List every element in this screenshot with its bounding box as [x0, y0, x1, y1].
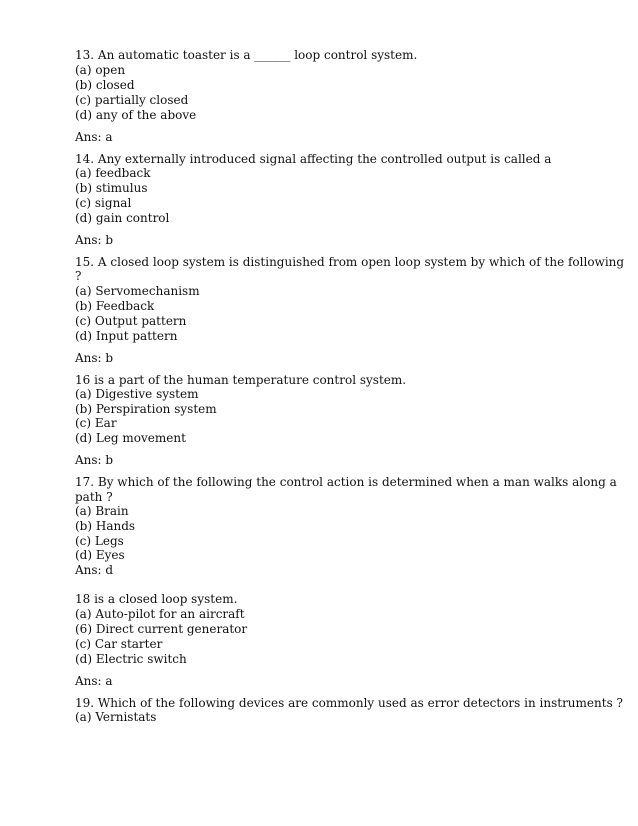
question-14-option-b: (b) stimulus — [75, 181, 148, 195]
question-13-option-c: (c) partially closed — [75, 93, 189, 107]
question-13-text: 13. An automatic toaster is a ______ loop control system. — [75, 48, 418, 62]
question-18-option-c: (c) Car starter — [75, 637, 163, 651]
question-17-text-line1: 17. By which of the following the control action is determined when a man walks along a — [75, 475, 617, 489]
question-18-answer: Ans: a — [75, 674, 113, 688]
question-17-option-c: (c) Legs — [75, 534, 124, 548]
question-15-option-c: (c) Output pattern — [75, 314, 187, 328]
question-18-option-a: (a) Auto-pilot for an aircraft — [75, 607, 245, 621]
question-15-option-b: (b) Feedback — [75, 299, 155, 313]
question-13-option-a: (a) open — [75, 63, 126, 77]
question-15-option-a: (a) Servomechanism — [75, 284, 200, 298]
question-16-option-c: (c) Ear — [75, 416, 117, 430]
question-18-option-d: (d) Electric switch — [75, 652, 187, 666]
question-15-option-d: (d) Input pattern — [75, 329, 178, 343]
question-19-option-a: (a) Vernistats — [75, 710, 157, 724]
question-13-option-d: (d) any of the above — [75, 108, 197, 122]
question-15-text-line2: ? — [75, 269, 82, 283]
question-17-option-a: (a) Brain — [75, 504, 129, 518]
question-16-answer: Ans: b — [75, 453, 114, 467]
question-15-text-line1: 15. A closed loop system is distinguished from open loop system by which of the following — [75, 255, 625, 269]
question-13-option-b: (b) closed — [75, 78, 135, 92]
question-14-option-a: (a) feedback — [75, 166, 151, 180]
question-14-answer: Ans: b — [75, 233, 114, 247]
question-16-option-d: (d) Leg movement — [75, 431, 186, 445]
question-17-option-b: (b) Hands — [75, 519, 136, 533]
question-14-text: 14. Any externally introduced signal affecting the controlled output is called a — [75, 152, 552, 166]
question-16-text: 16 is a part of the human temperature control system. — [75, 373, 407, 387]
question-13-answer: Ans: a — [75, 130, 113, 144]
question-15-answer: Ans: b — [75, 351, 114, 365]
question-19-text: 19. Which of the following devices are commonly used as error detectors in instruments ? — [75, 696, 623, 710]
question-14-option-d: (d) gain control — [75, 211, 170, 225]
question-16-option-a: (a) Digestive system — [75, 387, 199, 401]
question-17-text-line2: path ? — [75, 490, 113, 504]
question-17-option-d: (d) Eyes — [75, 548, 125, 562]
question-16-option-b: (b) Perspiration system — [75, 402, 217, 416]
question-17-answer: Ans: d — [75, 563, 114, 577]
question-18-option-b: (6) Direct current generator — [75, 622, 248, 636]
question-14-option-c: (c) signal — [75, 196, 132, 210]
question-18-text: 18 is a closed loop system. — [75, 592, 238, 606]
